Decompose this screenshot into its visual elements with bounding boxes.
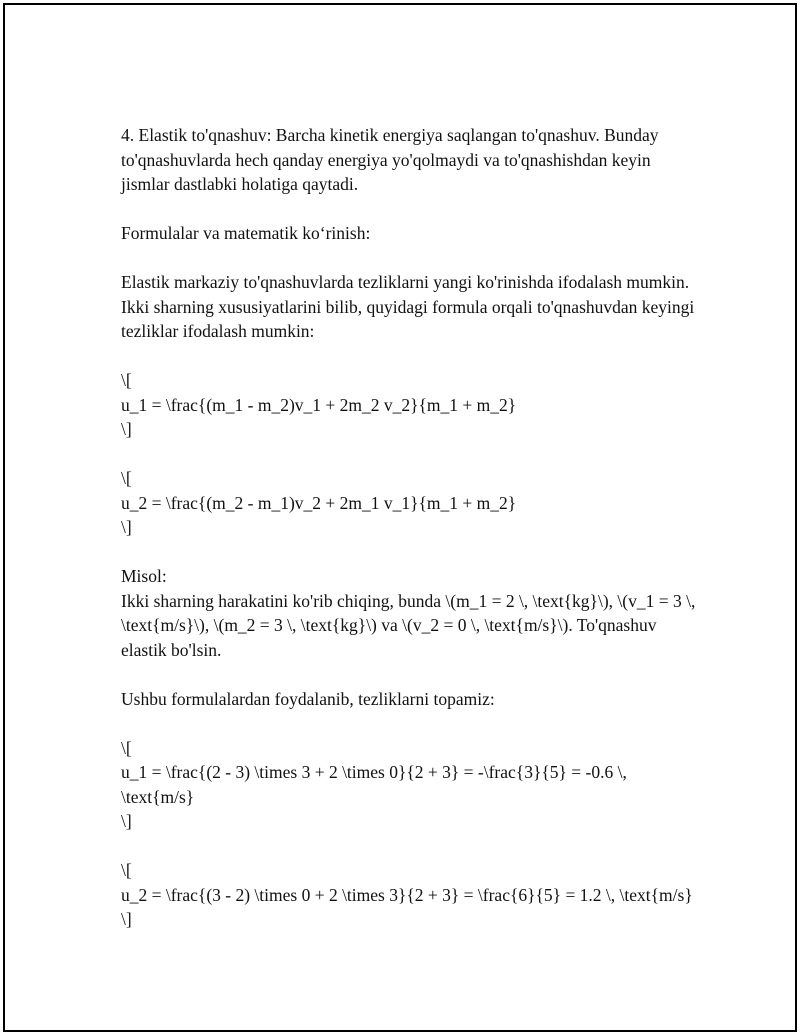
paragraph-spacer — [121, 540, 701, 565]
formula-u1-solution: \[ u_1 = \frac{(2 - 3) \times 3 + 2 \times 0}{2 + 3} = -\frac{3}{5} = -0.6 \, \text{m/s} \] — [121, 737, 627, 831]
paragraph-spacer — [121, 246, 701, 271]
paragraph-spacer — [121, 442, 701, 467]
paragraph-spacer — [121, 197, 701, 222]
paragraph-elastic-collision: 4. Elastik to'qnashuv: Barcha kinetik energiya saqlangan to'qnashuv. Bunday to'qnashuvlarda hech qanday energiya yo'qolmaydi va to'qnashishdan keyin jismlar dastlabki holatiga qaytadi. — [121, 125, 663, 194]
paragraph-example: Misol: Ikki sharning harakatini ko'rib chiqing, bunda \(m_1 = 2 \, \text{kg}\), \(v_1 = 3 \, \text{m/s}\), \(m_2 = 3 \, \text{kg}\) va \(v_2 = 0 \, \text{m/s}\). To'qnashuv elastik bo'lsin. — [121, 566, 696, 660]
paragraph-spacer — [121, 344, 701, 369]
paragraph-solution-intro: Ushbu formulalardan foydalanib, tezliklarni topamiz: — [121, 688, 495, 709]
paragraph-formulas-heading: Formulalar va matematik ko‘rinish: — [121, 223, 371, 243]
formula-u2-solution: \[ u_2 = \frac{(3 - 2) \times 0 + 2 \times 3}{2 + 3} = \frac{6}{5} = 1.2 \, \text{m/s} \] — [121, 860, 693, 929]
formula-u1: \[ u_1 = \frac{(m_1 - m_2)v_1 + 2m_2 v_2}{m_1 + m_2} \] — [121, 370, 517, 439]
paragraph-spacer — [121, 662, 701, 687]
paragraph-spacer — [121, 711, 701, 736]
formula-u2: \[ u_2 = \frac{(m_2 - m_1)v_2 + 2m_1 v_1}{m_1 + m_2} \] — [121, 468, 517, 537]
document-page — [3, 3, 797, 1032]
document-body — [121, 123, 701, 932]
paragraph-formula-intro: Elastik markaziy to'qnashuvlarda tezliklarni yangi ko'rinishda ifodalash mumkin. Ikki sharning xususiyatlarini bilib, quyidagi formula orqali to'qnashuvdan keyingi tezliklar ifodalash mumkin: — [121, 272, 699, 341]
paragraph-spacer — [121, 834, 701, 859]
